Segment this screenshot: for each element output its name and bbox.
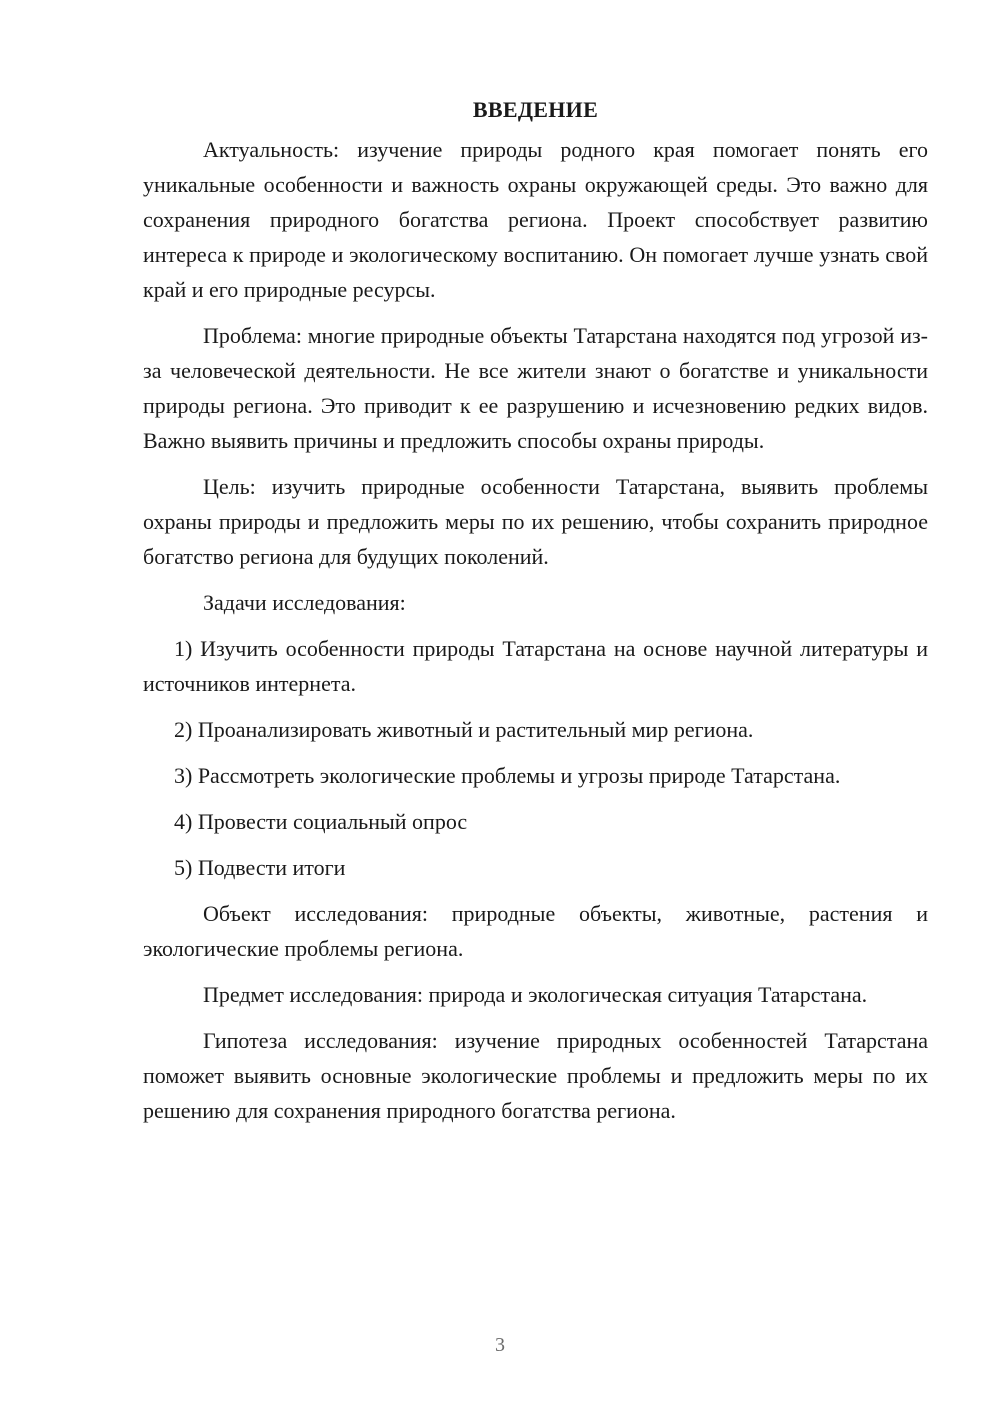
task-item-4: 4) Провести социальный опрос bbox=[174, 809, 468, 834]
page-number: 3 bbox=[495, 1334, 505, 1356]
task-item-1: 1) Изучить особенности природы Татарстана на основе научной литературы и источников интернета. bbox=[143, 636, 928, 696]
task-item-2: 2) Проанализировать животный и растительный мир региона. bbox=[174, 717, 754, 742]
document-page bbox=[143, 92, 928, 1139]
tasks-intro: Задачи исследования: bbox=[203, 590, 406, 615]
goal-paragraph: Цель: изучить природные особенности Татарстана, выявить проблемы охраны природы и предложить меры по их решению, чтобы сохранить природное богатство региона для будущих поколений. bbox=[143, 474, 928, 569]
object-paragraph: Объект исследования: природные объекты, животные, растения и экологические проблемы региона. bbox=[143, 901, 928, 961]
subject-paragraph: Предмет исследования: природа и экологическая ситуация Татарстана. bbox=[203, 982, 868, 1007]
section-heading: ВВЕДЕНИЕ bbox=[472, 97, 599, 122]
problem-paragraph: Проблема: многие природные объекты Татарстана находятся под угрозой из-за человеческой деятельности. Не все жители знают о богатстве и уникальности природы региона. Это приводит к ее разрушению и исчезновению редких видов. Важно выявить причины и предложить способы охраны природы. bbox=[143, 323, 928, 453]
task-item-5: 5) Подвести итоги bbox=[174, 855, 346, 880]
hypothesis-paragraph: Гипотеза исследования: изучение природных особенностей Татарстана поможет выявить основные экологические проблемы и предложить меры по их решению для сохранения природного богатства региона. bbox=[143, 1028, 928, 1123]
relevance-paragraph: Актуальность: изучение природы родного края помогает понять его уникальные особенности и важность охраны окружающей среды. Это важно для сохранения природного богатства региона. Проект способствует развитию интереса к природе и экологическому воспитанию. Он помогает лучше узнать свой край и его природные ресурсы. bbox=[143, 137, 928, 302]
task-item-3: 3) Рассмотреть экологические проблемы и угрозы природе Татарстана. bbox=[174, 763, 841, 788]
